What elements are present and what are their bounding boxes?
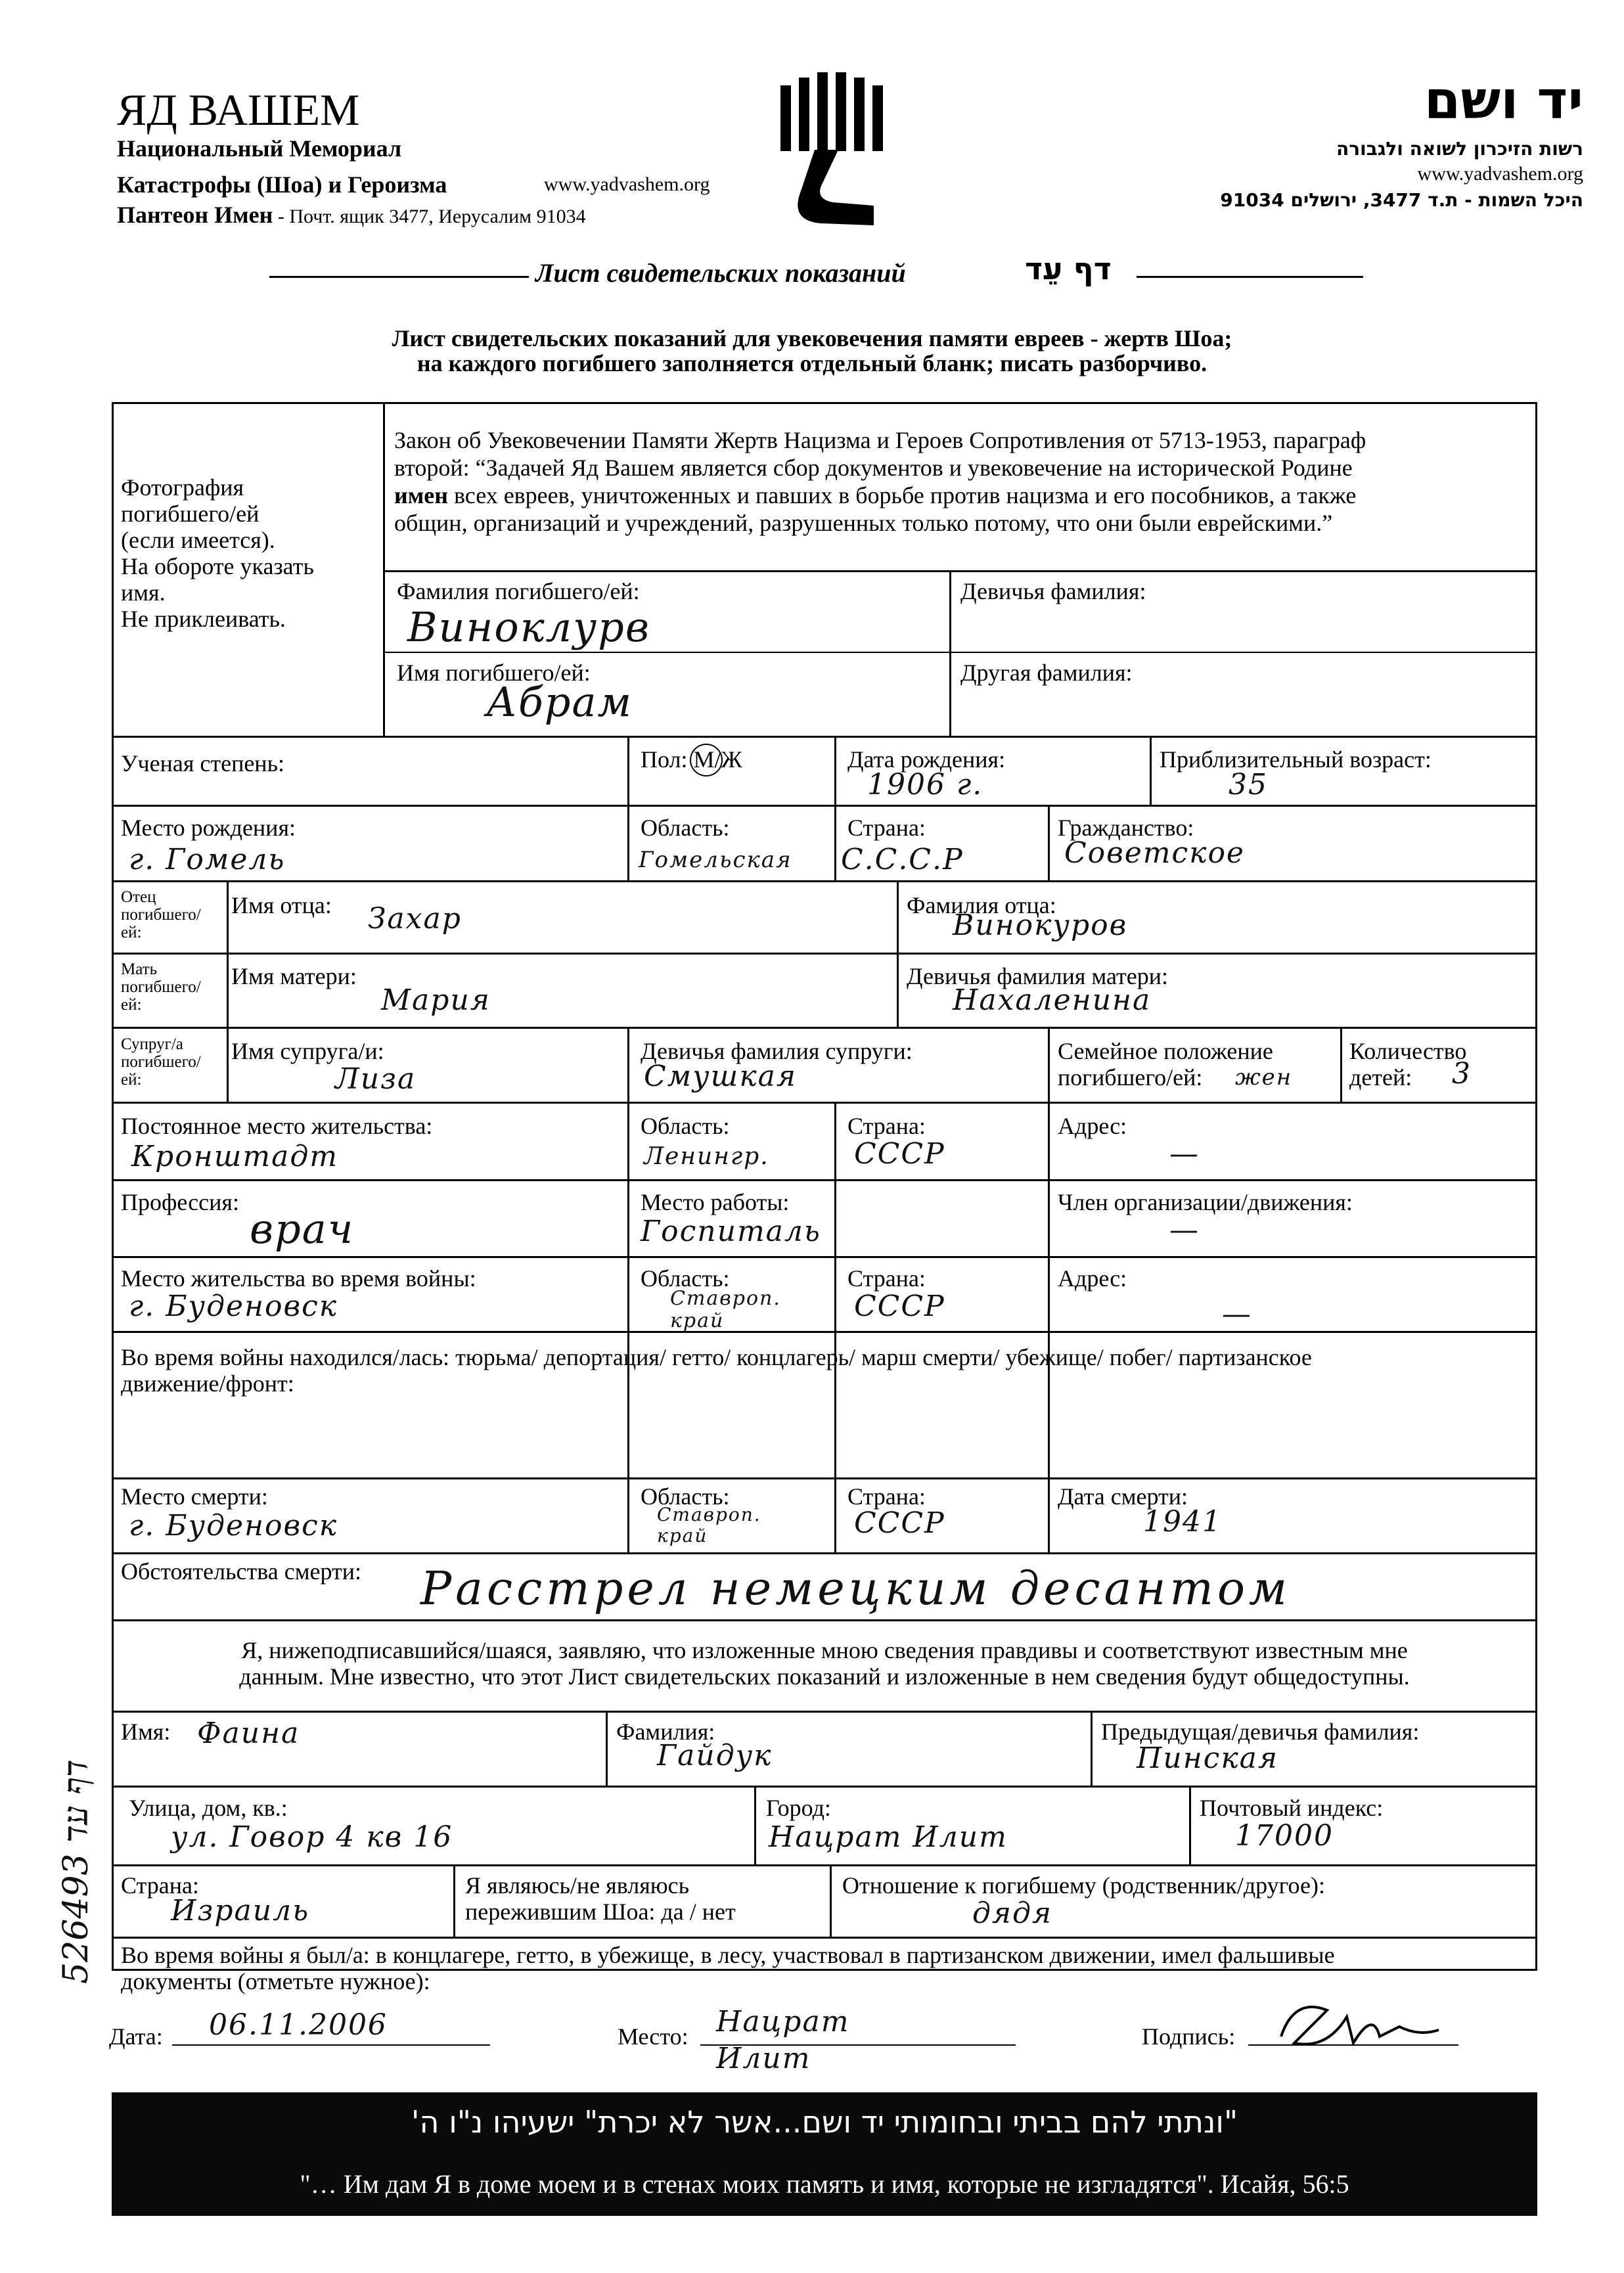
survivor-label-1: Я являюсь/не являюсь xyxy=(465,1872,690,1899)
surname-value[interactable]: Виноклурв xyxy=(407,603,650,651)
photo-note-2: погибшего/ей xyxy=(121,501,259,527)
title-rule-right xyxy=(1137,276,1363,278)
mother-name-label: Имя матери: xyxy=(231,963,357,989)
website-he: www.yadvashem.org xyxy=(1417,163,1583,185)
father-name-label: Имя отца: xyxy=(231,892,332,918)
title-rule-left xyxy=(269,276,529,278)
death-date-value[interactable]: 1941 xyxy=(1143,1505,1222,1539)
he-line3: היכל השמות - ת.ד 3477, ירושלים 91034 xyxy=(1220,189,1583,211)
submitter-surname-value[interactable]: Гайдук xyxy=(657,1739,773,1772)
approx-age-value[interactable]: 35 xyxy=(1229,768,1268,801)
spouse-maiden-label: Девичья фамилия супруги: xyxy=(641,1038,913,1064)
footer-russian: "… Им дам Я в доме моем и в стенах моих память и имя, которые не изгладятся". Исайя, 56:5 xyxy=(300,2169,1349,2199)
he-line1: רשות הזיכרון לשואה ולגבורה xyxy=(1336,138,1583,160)
pantheon-label: Пантеон Имен xyxy=(117,202,273,228)
rule xyxy=(1048,805,1050,882)
birth-date-value[interactable]: 1906 г. xyxy=(867,768,983,801)
rule xyxy=(834,1102,836,1477)
degree-label: Ученая степень: xyxy=(121,750,284,776)
spouse-side-label: Супруг/а погибшего/ ей: xyxy=(121,1035,201,1089)
marital-label-2: погибшего/ей: xyxy=(1058,1064,1203,1091)
rule xyxy=(606,1711,608,1786)
rule xyxy=(627,1027,629,1477)
birth-country-value[interactable]: С.С.С.Р xyxy=(841,843,964,876)
birth-place-value[interactable]: г. Гомель xyxy=(129,843,286,876)
rule xyxy=(112,1179,1537,1181)
other-surname-label: Другая фамилия: xyxy=(960,660,1133,686)
date-value[interactable]: 06.11.2006 xyxy=(209,2008,388,2042)
rule xyxy=(834,736,836,806)
declaration-line2: данным. Мне известно, что этот Лист свидетельских показаний и изложенные в нем сведения будут общедоступны. xyxy=(239,1663,1410,1690)
place-label: Место: xyxy=(618,2023,688,2050)
rule xyxy=(383,652,1537,653)
residence-country-label: Страна: xyxy=(847,1113,926,1139)
rule xyxy=(112,953,1537,955)
rule xyxy=(627,736,629,806)
rule xyxy=(1091,1711,1093,1786)
father-surname-value[interactable]: Винокуров xyxy=(953,909,1128,942)
rule xyxy=(112,1477,1537,1479)
submitter-country-value[interactable]: Израиль xyxy=(171,1894,310,1927)
death-region-label: Область: xyxy=(641,1483,730,1510)
approx-age-label: Приблизительный возраст: xyxy=(1160,746,1432,773)
city-value[interactable]: Нацрат Илит xyxy=(769,1820,1008,1854)
mother-side-label: Мать погибшего/ ей: xyxy=(121,960,201,1014)
photo-note-4: На обороте указать xyxy=(121,553,314,579)
death-country-value[interactable]: СССР xyxy=(854,1506,945,1540)
rule xyxy=(112,1937,1537,1939)
rule xyxy=(112,1552,1537,1554)
wartime-country-label: Страна: xyxy=(847,1265,926,1292)
children-label-2: детей: xyxy=(1349,1064,1412,1091)
wartime-country-value[interactable]: СССР xyxy=(854,1290,945,1323)
rule xyxy=(383,402,385,736)
workplace-value[interactable]: Госпиталь xyxy=(641,1215,821,1248)
wartime-residence-value[interactable]: г. Буденовск xyxy=(129,1290,338,1323)
camp-line2: документы (отметьте нужное): xyxy=(121,1968,430,1994)
citizenship-value[interactable]: Советское xyxy=(1064,836,1245,870)
relation-label: Отношение к погибшему (родственник/другое): xyxy=(842,1872,1325,1899)
rule xyxy=(627,805,629,882)
rule xyxy=(112,1027,1537,1029)
memorial-line3 xyxy=(117,201,586,229)
footer-hebrew: "ונתתי להם בביתי ובחומותי יד ושם...אשר לא יכרת" ישעיהו נ"ו ה' xyxy=(411,2104,1238,2140)
signature-scribble[interactable] xyxy=(1268,1991,1452,2063)
photo-note-3: (если имеется). xyxy=(121,527,275,553)
residence-country-value[interactable]: СССР xyxy=(854,1137,945,1171)
residence-label: Постоянное место жительства: xyxy=(121,1113,433,1139)
rule xyxy=(112,1331,1537,1333)
wartime-address-label: Адрес: xyxy=(1058,1265,1127,1292)
rule xyxy=(112,880,1537,882)
mother-name-value[interactable]: Мария xyxy=(381,983,491,1017)
submitter-prev-value[interactable]: Пинская xyxy=(1137,1742,1278,1775)
rule xyxy=(834,1477,836,1554)
rule xyxy=(112,805,1537,807)
death-country-label: Страна: xyxy=(847,1483,926,1510)
street-value[interactable]: ул. Говор 4 кв 16 xyxy=(171,1820,453,1854)
rule xyxy=(1048,1477,1050,1554)
memorial-line2: Катастрофы (Шоа) и Героизма xyxy=(117,171,447,198)
death-circumstances-label: Обстоятельства смерти: xyxy=(121,1558,361,1585)
law-line3 xyxy=(394,482,1356,508)
children-value[interactable]: 3 xyxy=(1452,1057,1472,1091)
death-place-value[interactable]: г. Буденовск xyxy=(129,1509,338,1542)
death-place-label: Место смерти: xyxy=(121,1483,268,1510)
submitter-surname-label: Фамилия: xyxy=(616,1719,715,1745)
rule xyxy=(112,1102,1537,1104)
wartime-region-label: Область: xyxy=(641,1265,730,1292)
law-line4: общин, организаций и учреждений, разрушенных только потому, что они были еврейскими.” xyxy=(394,510,1333,536)
submitter-prev-label: Предыдущая/девичья фамилия: xyxy=(1101,1719,1420,1745)
maiden-label: Девичья фамилия: xyxy=(960,578,1146,604)
law-line1: Закон об Увековечении Памяти Жертв Нацизма и Героев Сопротивления от 5713-1953, параграф xyxy=(394,427,1366,453)
rule xyxy=(112,1619,1537,1621)
yad-vashem-logo xyxy=(775,71,893,235)
rule xyxy=(897,880,899,1027)
residence-value[interactable]: Кронштадт xyxy=(131,1140,338,1173)
postal-address: - Почт. ящик 3477, Иерусалим 91034 xyxy=(273,206,586,227)
spouse-maiden-value[interactable]: Смушкая xyxy=(644,1060,797,1093)
mother-maiden-value[interactable]: Нахаленина xyxy=(953,983,1152,1017)
wartime-region-value[interactable]: Ставроп. край xyxy=(670,1287,781,1332)
intro-line1: Лист свидетельских показаний для увековечения памяти евреев - жертв Шоа; xyxy=(392,325,1232,351)
residence-region-label: Область: xyxy=(641,1113,730,1139)
marital-value[interactable]: жен xyxy=(1235,1064,1293,1091)
wartime-residence-label: Место жительства во время войны: xyxy=(121,1265,476,1292)
law-line2: второй: “Задачей Яд Вашем является сбор документов и увековечение на исторической Родине xyxy=(394,455,1353,481)
profession-value[interactable]: врач xyxy=(250,1205,355,1253)
citizenship-label: Гражданство: xyxy=(1058,815,1194,841)
marital-label-1: Семейное положение xyxy=(1058,1038,1273,1064)
death-region-value[interactable]: Ставроп. край xyxy=(657,1504,761,1546)
wartime-address-value[interactable]: — xyxy=(1222,1297,1252,1331)
postal-value[interactable]: 17000 xyxy=(1235,1819,1334,1853)
profession-label: Профессия: xyxy=(121,1189,239,1215)
wartime-line2: движение/фронт: xyxy=(121,1370,294,1397)
sex-male-circle xyxy=(690,744,723,776)
birth-date-label: Дата рождения: xyxy=(847,746,1006,773)
first-name-label: Имя погибшего/ей: xyxy=(397,660,591,686)
rule xyxy=(227,880,229,1102)
org-name-ru: ЯД ВАШЕМ xyxy=(117,85,360,135)
first-name-value[interactable]: Абрам xyxy=(486,678,633,726)
rule xyxy=(834,805,836,882)
website-ru: www.yadvashem.org xyxy=(544,173,710,195)
rule xyxy=(1189,1786,1191,1864)
place-value[interactable]: Нацрат Илит xyxy=(716,2005,850,2075)
rule xyxy=(112,736,1537,738)
rule xyxy=(112,1864,1537,1866)
signature-label: Подпись: xyxy=(1142,2023,1236,2050)
rule xyxy=(949,570,951,736)
rule xyxy=(1048,1027,1050,1477)
photo-note-6: Не приклеивать. xyxy=(121,606,286,632)
rule xyxy=(627,1477,629,1554)
memorial-line1: Национальный Мемориал xyxy=(117,135,402,162)
death-date-label: Дата смерти: xyxy=(1058,1483,1188,1510)
form-title-ru: Лист свидетельских показаний xyxy=(535,258,906,288)
photo-note-5: имя. xyxy=(121,579,166,606)
spouse-name-value[interactable]: Лиза xyxy=(335,1062,417,1096)
intro-line2: на каждого погибшего заполняется отдельный бланк; писать разборчиво. xyxy=(417,350,1207,376)
rule xyxy=(830,1864,832,1937)
side-stamp: דף עד 526493 xyxy=(56,1759,96,1984)
date-underline xyxy=(172,2044,490,2046)
children-label-1: Количество xyxy=(1349,1038,1467,1064)
surname-label: Фамилия погибшего/ей: xyxy=(397,578,640,604)
rule xyxy=(112,1786,1537,1788)
father-surname-label: Фамилия отца: xyxy=(907,892,1056,918)
declaration-line1: Я, нижеподписавшийся/шаяся, заявляю, что изложенные мною сведения правдивы и соответствуют известным мне xyxy=(241,1637,1408,1663)
membership-value[interactable]: — xyxy=(1169,1213,1200,1247)
date-label: Дата: xyxy=(109,2023,163,2050)
form-title-he: דף עֵד xyxy=(1025,251,1112,286)
wartime-line1: Во время войны находился/лась: тюрьма/ депортация/ гетто/ концлагерь/ марш смерти/ убежище/ побег/ партизанское xyxy=(121,1344,1312,1370)
submitter-name-value[interactable]: Фаина xyxy=(197,1717,300,1750)
mother-maiden-label: Девичья фамилия матери: xyxy=(907,963,1169,989)
rule xyxy=(453,1864,455,1937)
birth-region-value[interactable]: Гомельская xyxy=(639,847,792,873)
camp-line1: Во время войны я был/а: в концлагере, гетто, в убежище, в лесу, участвовал в партизанском движении, имел фальшивые xyxy=(121,1942,1335,1968)
submitter-name-label: Имя: xyxy=(121,1719,171,1745)
membership-label: Член организации/движения: xyxy=(1058,1189,1353,1215)
rule xyxy=(1340,1027,1342,1102)
death-circumstances-value[interactable]: Расстрел немецким десантом xyxy=(420,1562,1292,1615)
workplace-label: Место работы: xyxy=(641,1189,790,1215)
photo-note-1: Фотография xyxy=(121,474,244,501)
rule xyxy=(383,570,1537,572)
residence-region-value[interactable]: Ленингр. xyxy=(644,1143,769,1170)
birth-region-label: Область: xyxy=(641,815,730,841)
postal-label: Почтовый индекс: xyxy=(1200,1795,1384,1821)
spouse-name-label: Имя супруга/и: xyxy=(231,1038,384,1064)
city-label: Город: xyxy=(766,1795,831,1821)
sex-label[interactable]: Пол: М/Ж xyxy=(641,746,742,773)
law-names-bold: имен xyxy=(394,482,448,508)
father-side-label: Отец погибшего/ ей: xyxy=(121,888,201,941)
birth-country-label: Страна: xyxy=(847,815,926,841)
father-name-value[interactable]: Захар xyxy=(368,902,462,935)
relation-value[interactable]: дядя xyxy=(972,1897,1053,1930)
rule xyxy=(112,1256,1537,1258)
rule xyxy=(1150,736,1152,806)
residence-address-value[interactable]: — xyxy=(1169,1137,1200,1171)
law-line3-rest: всех евреев, уничтоженных и павших в борьбе против нацизма и его пособников, а также xyxy=(447,482,1357,508)
birth-place-label: Место рождения: xyxy=(121,815,296,841)
residence-address-label: Адрес: xyxy=(1058,1113,1127,1139)
rule xyxy=(754,1786,756,1864)
street-label: Улица, дом, кв.: xyxy=(129,1795,288,1821)
survivor-label-2[interactable]: пережившим Шоа: да / нет xyxy=(465,1899,736,1925)
submitter-country-label: Страна: xyxy=(121,1872,199,1899)
org-name-he: יד ושם xyxy=(1424,70,1583,131)
rule xyxy=(112,1711,1537,1713)
